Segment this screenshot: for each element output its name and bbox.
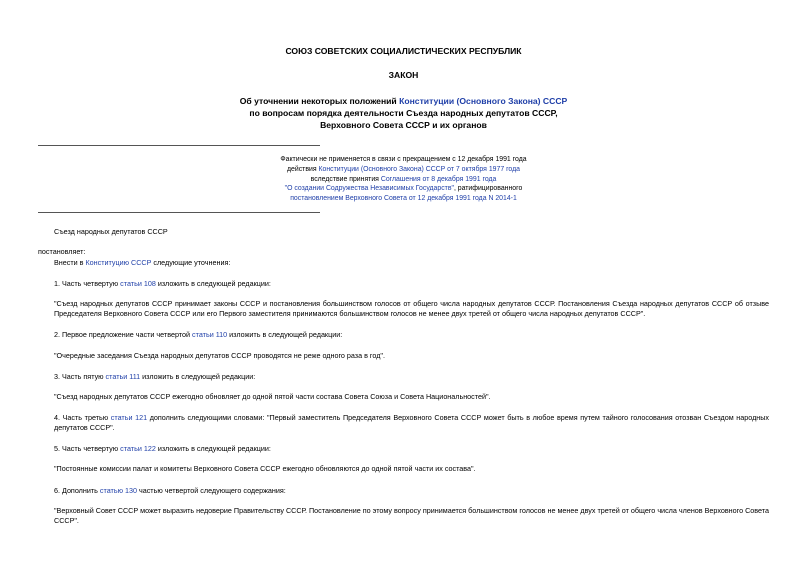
item-4 [54,413,769,432]
quote-2: "Очередные заседания Съезда народных депутатов СССР проводятся не реже одного раза в год". [54,351,385,360]
article-111-link[interactable]: статьи 111 [105,372,141,381]
article-130-link[interactable]: статью 130 [99,486,137,495]
note-line-5 [0,194,807,204]
status-note [0,155,807,204]
constitution-link[interactable]: Конституции (Основного Закона) СССР [399,96,568,106]
header-union: СОЮЗ СОВЕТСКИХ СОЦИАЛИСТИЧЕСКИХ РЕСПУБЛИК [285,46,522,56]
article-110-link[interactable]: статьи 110 [192,330,228,339]
agreement-link[interactable]: Соглашения от 8 декабря 1991 года [380,175,497,183]
note-line-2 [0,165,807,175]
item-2-text-post: изложить в следующей редакции: [227,330,343,339]
item-2-text-pre: 2. Первое предложение части четвертой [54,330,193,339]
item-1 [54,279,769,289]
item-4-text-post: дополнить следующими словами: "Первый заместитель Председателя Верховного Совета СССР может быть в любое время путем тайного голосования отозван Съездом народных депутатов СССР". [54,413,769,432]
resolution-link[interactable]: постановлением Верховного Совета от 12 декабря 1991 года N 2014-1 [290,195,517,203]
title-line-1 [0,96,807,108]
note-line-3-text: вследствие принятия [310,175,381,183]
item-3 [54,372,769,382]
quote-5: "Постоянные комиссии палат и комитеты Верховного Совета СССР ежегодно обновляются до одной пятой части их состава". [54,464,476,473]
title-line-3: Верховного Совета СССР и их органов [320,119,487,130]
note-line-3 [0,175,807,185]
note-line-4-text: , ратифицированного [453,185,523,193]
title-line-2: по вопросам порядка деятельности Съезда народных депутатов СССР, [249,107,558,118]
article-108-link[interactable]: статьи 108 [120,279,156,288]
note-line-4 [0,184,807,194]
divider-bottom [38,212,320,213]
cis-link[interactable]: "О создании Содружества Независимых Государств" [284,185,454,193]
item-5 [54,444,769,454]
quote-6: "Верховный Совет СССР может выразить недоверие Правительству СССР. Постановление по этому вопросу принимается большинством голосов не менее двух третей от общего числа членов Верховного Совета СССР". [54,506,769,525]
item-6-text-pre: 6. Дополнить [54,486,100,495]
resolves-line: постановляет: [38,247,86,256]
article-121-link[interactable]: статьи 121 [110,413,148,422]
item-1-text-pre: 1. Часть четвертую [54,279,121,288]
item-5-text-post: изложить в следующей редакции: [155,444,271,453]
item-6-text-post: частью четвертой следующего содержания: [136,486,286,495]
item-5-text-pre: 5. Часть четвертую [54,444,121,453]
item-2 [54,330,769,340]
item-3-text-pre: 3. Часть пятую [54,372,106,381]
intro-text-pre: Внести в [54,258,86,267]
intro-line [54,258,769,268]
article-122-link[interactable]: статьи 122 [120,444,156,453]
constitution-1977-link[interactable]: Конституции (Основного Закона) СССР от 7 октября 1977 года [318,165,520,173]
item-4-text-pre: 4. Часть третью [54,413,111,422]
note-line-2-text: действия [287,165,319,173]
constitution-ussr-link[interactable]: Конституцию СССР [85,258,152,267]
title-line-1-text: Об уточнении некоторых положений [239,96,400,106]
item-3-text-post: изложить в следующей редакции: [140,372,256,381]
congress-line: Съезд народных депутатов СССР [54,227,168,236]
item-6 [54,486,769,496]
divider-top [38,145,320,146]
law-title [0,96,807,132]
quote-3: "Съезд народных депутатов СССР ежегодно обновляет до одной пятой части состава Совета Союза и Совета Национальностей". [54,392,491,401]
item-1-text-post: изложить в следующей редакции: [155,279,271,288]
intro-text-post: следующие уточнения: [151,258,231,267]
header-doctype: ЗАКОН [388,70,419,80]
quote-1: "Съезд народных депутатов СССР принимает законы СССР и постановления большинством голосов от общего числа народных депутатов СССР. Постановления Съезда народных депутатов СССР об отзыве Председателя Верховного Совета СССР или его Первого заместителя принимаются большинством голосов не менее двух третей от общего числа народных депутатов СССР". [54,299,769,318]
note-line-1: Фактически не применяется в связи с прекращением с 12 декабря 1991 года [280,156,527,163]
